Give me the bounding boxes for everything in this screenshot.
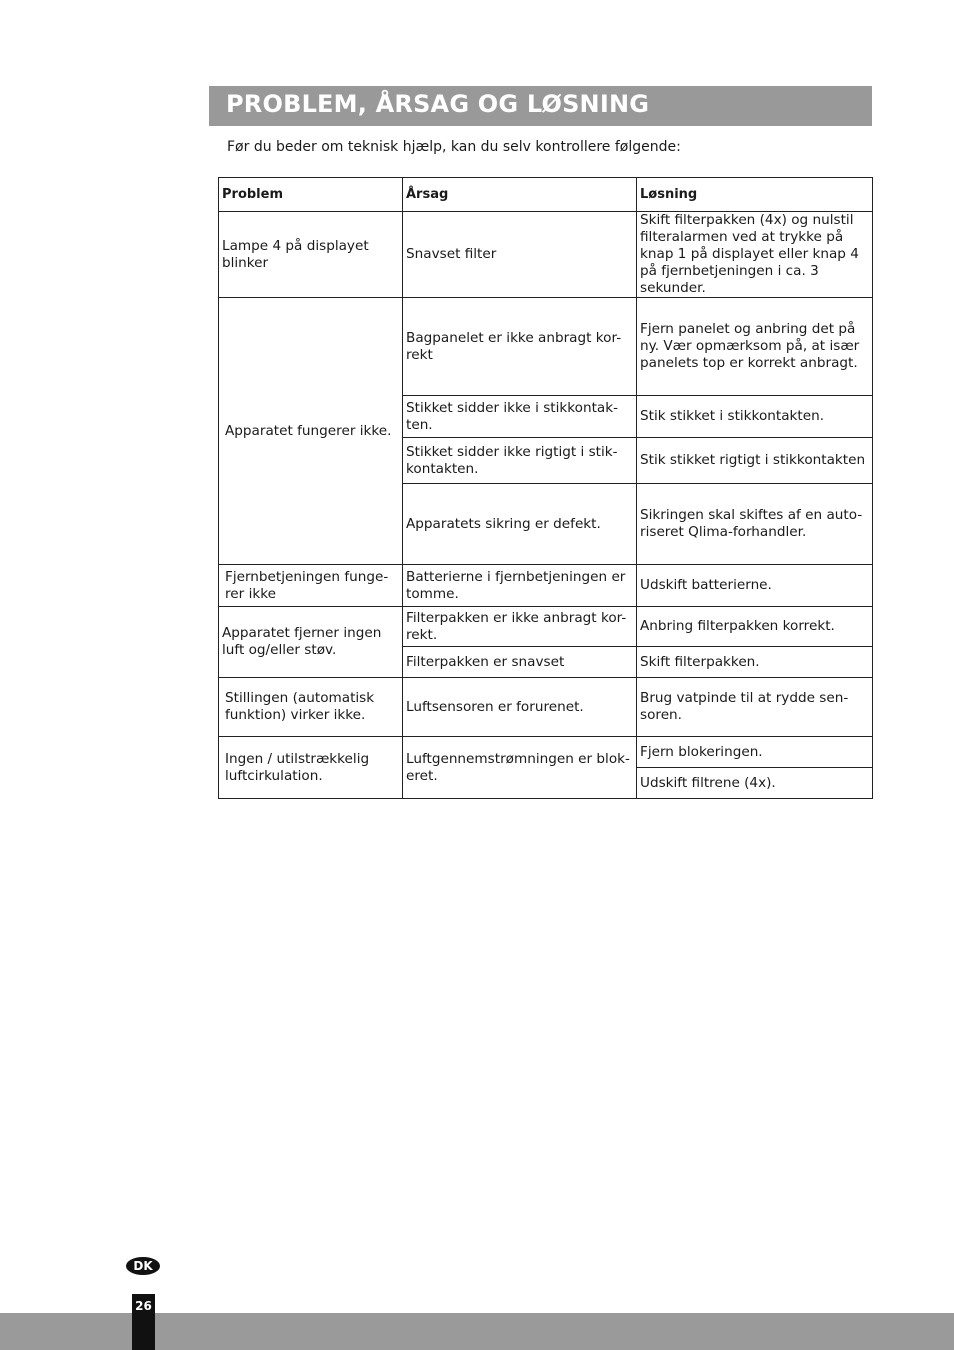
solution-cell: Skift filterpakken (4x) og nulstil filteralarmen ved at trykke på knap 1 på displayet eller knap 4 på fjernbetjeningen i ca. 3 sekunder.	[637, 212, 873, 298]
cause-cell: Snavset filter	[403, 212, 637, 298]
problem-cell: Apparatet fungerer ikke.	[219, 298, 403, 565]
header-cause: Årsag	[403, 178, 637, 212]
page-title: PROBLEM, ÅRSAG OG LØSNING	[226, 90, 650, 118]
cause-cell: Bagpanelet er ikke anbragt kor- rekt	[403, 298, 637, 396]
cause-cell: Stikket sidder ikke rigtigt i stik- kontakten.	[403, 438, 637, 484]
solution-cell: Skift filterpakken.	[637, 647, 873, 678]
page-number-tab	[132, 1294, 155, 1350]
solution-cell: Fjern panelet og anbring det på ny. Vær opmærksom på, at især panelets top er korrekt anbragt.	[637, 298, 873, 396]
cause-cell: Luftsensoren er forurenet.	[403, 678, 637, 737]
solution-cell: Fjern blokeringen.	[637, 737, 873, 768]
solution-cell: Brug vatpinde til at rydde sen- soren.	[637, 678, 873, 737]
solution-cell: Udskift filtrene (4x).	[637, 768, 873, 799]
problem-cell: Fjernbetjeningen funge- rer ikke	[219, 565, 403, 607]
table-row	[219, 298, 873, 396]
problem-cell: Apparatet fjerner ingen luft og/eller støv.	[219, 607, 403, 678]
problem-cell: Stillingen (automatisk funktion) virker ikke.	[219, 678, 403, 737]
problem-cell: Lampe 4 på displayet blinker	[219, 212, 403, 298]
table-row	[219, 737, 873, 768]
solution-cell: Udskift batterierne.	[637, 565, 873, 607]
solution-cell: Stik stikket i stikkontakten.	[637, 396, 873, 438]
cause-cell: Stikket sidder ikke i stikkontak- ten.	[403, 396, 637, 438]
solution-cell: Stik stikket rigtigt i stikkontakten	[637, 438, 873, 484]
cause-cell: Filterpakken er ikke anbragt kor- rekt.	[403, 607, 637, 647]
table-row	[219, 212, 873, 298]
title-bar	[209, 86, 872, 126]
table-row	[219, 607, 873, 647]
problem-cell: Ingen / utilstrækkelig luftcirkulation.	[219, 737, 403, 799]
table-row	[219, 565, 873, 607]
cause-cell: Filterpakken er snavset	[403, 647, 637, 678]
language-badge: DK	[126, 1257, 160, 1275]
cause-cell: Luftgennemstrømningen er blok- eret.	[403, 737, 637, 799]
header-solution: Løsning	[637, 178, 873, 212]
cause-cell: Batterierne i fjernbetjeningen er tomme.	[403, 565, 637, 607]
solution-cell: Sikringen skal skiftes af en auto- riseret Qlima-forhandler.	[637, 484, 873, 565]
table-row	[219, 678, 873, 737]
cause-cell: Apparatets sikring er defekt.	[403, 484, 637, 565]
table-header-row	[219, 178, 873, 212]
page-number: 26	[135, 1299, 152, 1313]
intro-text: Før du beder om teknisk hjælp, kan du selv kontrollere følgende:	[227, 139, 681, 155]
troubleshooting-table	[218, 177, 873, 799]
solution-cell: Anbring filterpakken korrekt.	[637, 607, 873, 647]
header-problem: Problem	[219, 178, 403, 212]
